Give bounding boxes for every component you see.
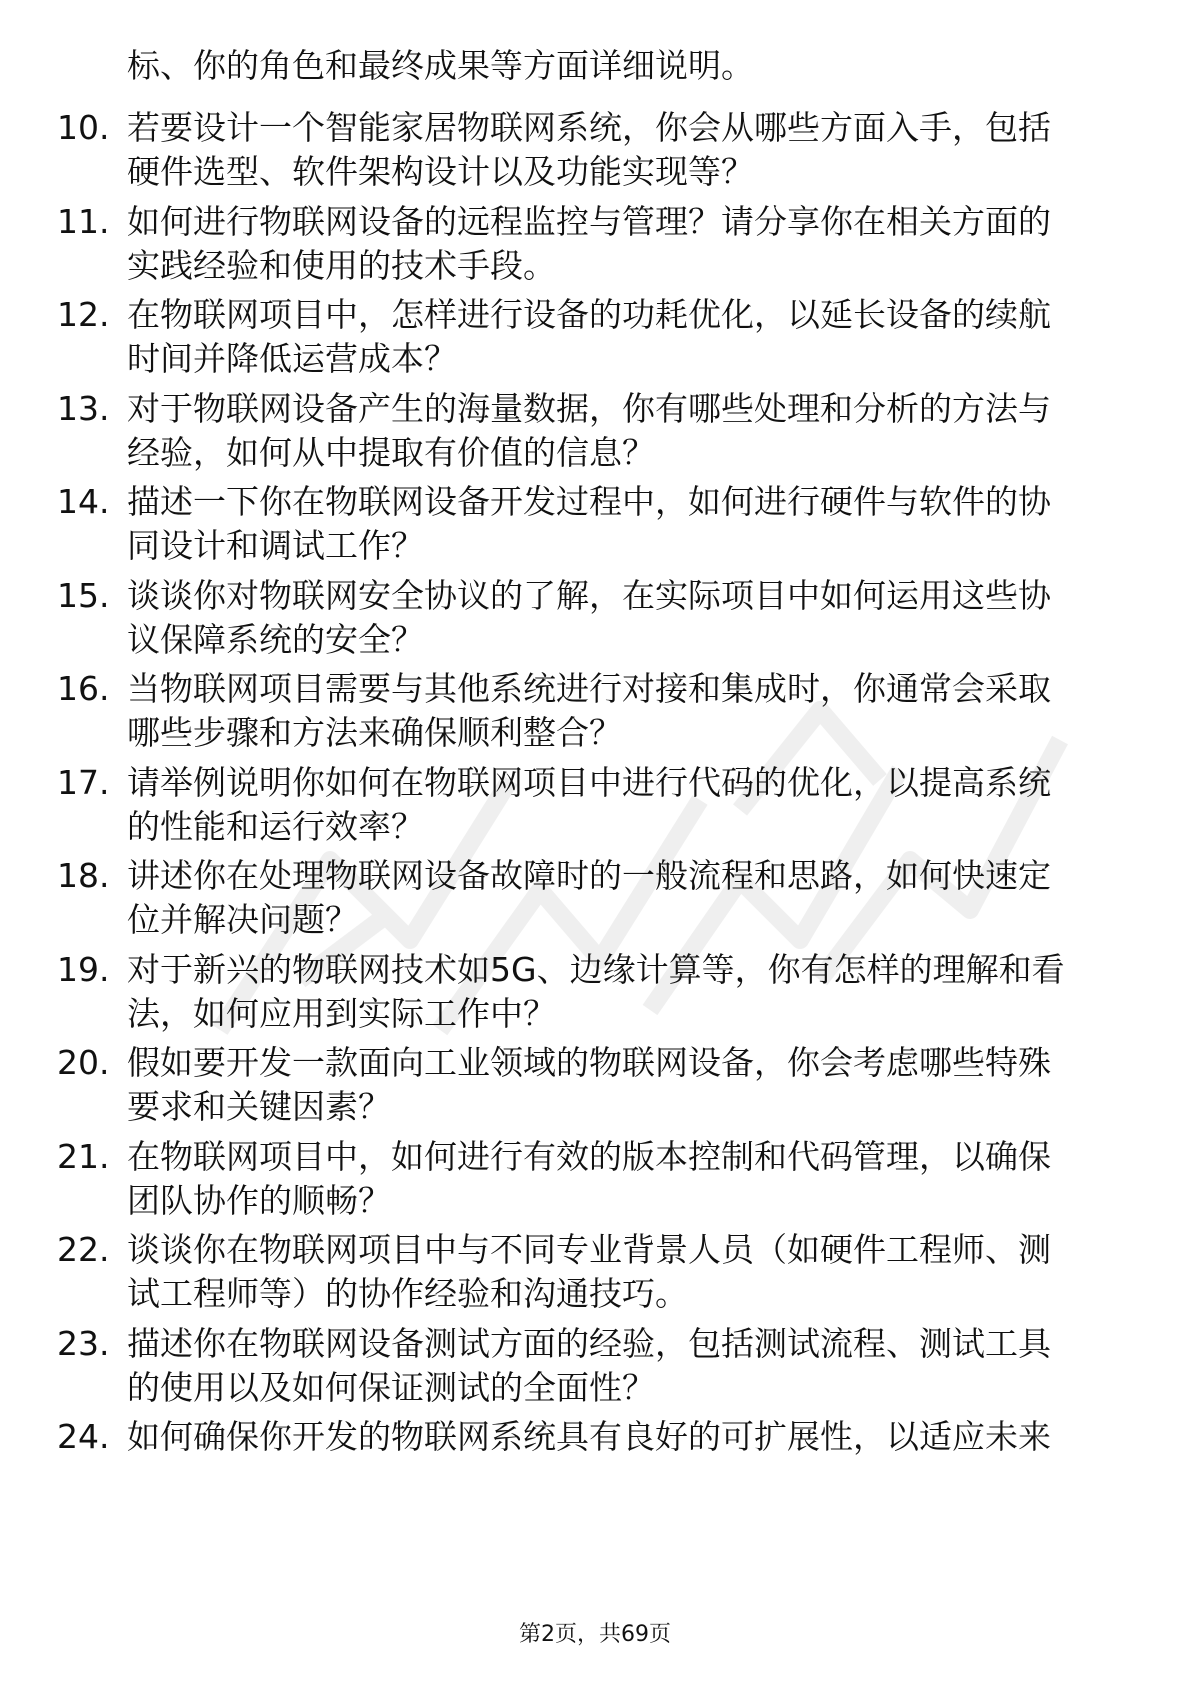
question-line: 当物联网项目需要与其他系统进行对接和集成时，你通常会采取 xyxy=(127,669,1051,708)
question-text xyxy=(127,387,1117,475)
question-text xyxy=(127,480,1117,568)
question-line: 团队协作的顺畅？ xyxy=(127,1181,391,1220)
question-number: 18. xyxy=(57,856,110,895)
question-number: 19. xyxy=(57,950,110,989)
question-line: 谈谈你在物联网项目中与不同专业背景人员（如硬件工程师、测 xyxy=(127,1230,1051,1269)
question-number: 15. xyxy=(57,576,110,615)
question-text xyxy=(127,1322,1117,1410)
question-line: 时间并降低运营成本？ xyxy=(127,339,457,378)
question-line: 试工程师等）的协作经验和沟通技巧。 xyxy=(127,1274,688,1313)
question-line: 的使用以及如何保证测试的全面性？ xyxy=(127,1368,655,1407)
question-line: 要求和关键因素？ xyxy=(127,1087,391,1126)
question-text xyxy=(127,574,1117,662)
question-line: 谈谈你对物联网安全协议的了解，在实际项目中如何运用这些协 xyxy=(127,576,1051,615)
question-number: 17. xyxy=(57,763,110,802)
question-text xyxy=(127,1415,1117,1459)
question-number: 12. xyxy=(57,295,110,334)
question-text xyxy=(127,1228,1117,1316)
question-text xyxy=(127,948,1117,1036)
question-line: 描述你在物联网设备测试方面的经验，包括测试流程、测试工具 xyxy=(127,1324,1051,1363)
question-number: 16. xyxy=(57,669,110,708)
question-number: 11. xyxy=(57,202,110,241)
question-line: 讲述你在处理物联网设备故障时的一般流程和思路，如何快速定 xyxy=(127,856,1051,895)
question-text xyxy=(127,293,1117,381)
question-number: 10. xyxy=(57,108,110,147)
question-text xyxy=(127,1135,1117,1223)
question-line: 位并解决问题？ xyxy=(127,900,358,939)
question-text xyxy=(127,106,1117,194)
question-line: 法，如何应用到实际工作中？ xyxy=(127,994,556,1033)
page-footer: 第2页，共69页 xyxy=(519,1622,671,1647)
question-line: 经验，如何从中提取有价值的信息？ xyxy=(127,433,655,472)
question-line: 议保障系统的安全？ xyxy=(127,620,424,659)
question-line: 哪些步骤和方法来确保顺利整合？ xyxy=(127,713,622,752)
question-line: 同设计和调试工作？ xyxy=(127,526,424,565)
question-line: 如何进行物联网设备的远程监控与管理？请分享你在相关方面的 xyxy=(127,202,1051,241)
question-text xyxy=(127,854,1117,942)
question-text xyxy=(127,200,1117,288)
question-line: 如何确保你开发的物联网系统具有良好的可扩展性，以适应未来 xyxy=(127,1417,1051,1456)
question-number: 23. xyxy=(57,1324,110,1363)
question-line: 对于新兴的物联网技术如5G、边缘计算等，你有怎样的理解和看 xyxy=(127,950,1065,989)
question-number: 13. xyxy=(57,389,110,428)
question-line: 在物联网项目中，怎样进行设备的功耗优化，以延长设备的续航 xyxy=(127,295,1051,334)
question-line: 的性能和运行效率？ xyxy=(127,807,424,846)
continuation-text: 标、你的角色和最终成果等方面详细说明。 xyxy=(127,46,754,85)
question-line: 在物联网项目中，如何进行有效的版本控制和代码管理，以确保 xyxy=(127,1137,1051,1176)
question-number: 20. xyxy=(57,1043,110,1082)
question-line: 实践经验和使用的技术手段。 xyxy=(127,246,556,285)
question-number: 24. xyxy=(57,1417,110,1456)
question-number: 22. xyxy=(57,1230,110,1269)
question-text xyxy=(127,761,1117,849)
question-number: 14. xyxy=(57,482,110,521)
question-line: 假如要开发一款面向工业领域的物联网设备，你会考虑哪些特殊 xyxy=(127,1043,1051,1082)
question-line: 对于物联网设备产生的海量数据，你有哪些处理和分析的方法与 xyxy=(127,389,1051,428)
question-line: 请举例说明你如何在物联网项目中进行代码的优化，以提高系统 xyxy=(127,763,1051,802)
question-line: 描述一下你在物联网设备开发过程中，如何进行硬件与软件的协 xyxy=(127,482,1051,521)
question-text xyxy=(127,667,1117,755)
question-line: 硬件选型、软件架构设计以及功能实现等？ xyxy=(127,152,754,191)
question-text xyxy=(127,1041,1117,1129)
question-number: 21. xyxy=(57,1137,110,1176)
question-line: 若要设计一个智能家居物联网系统，你会从哪些方面入手，包括 xyxy=(127,108,1051,147)
